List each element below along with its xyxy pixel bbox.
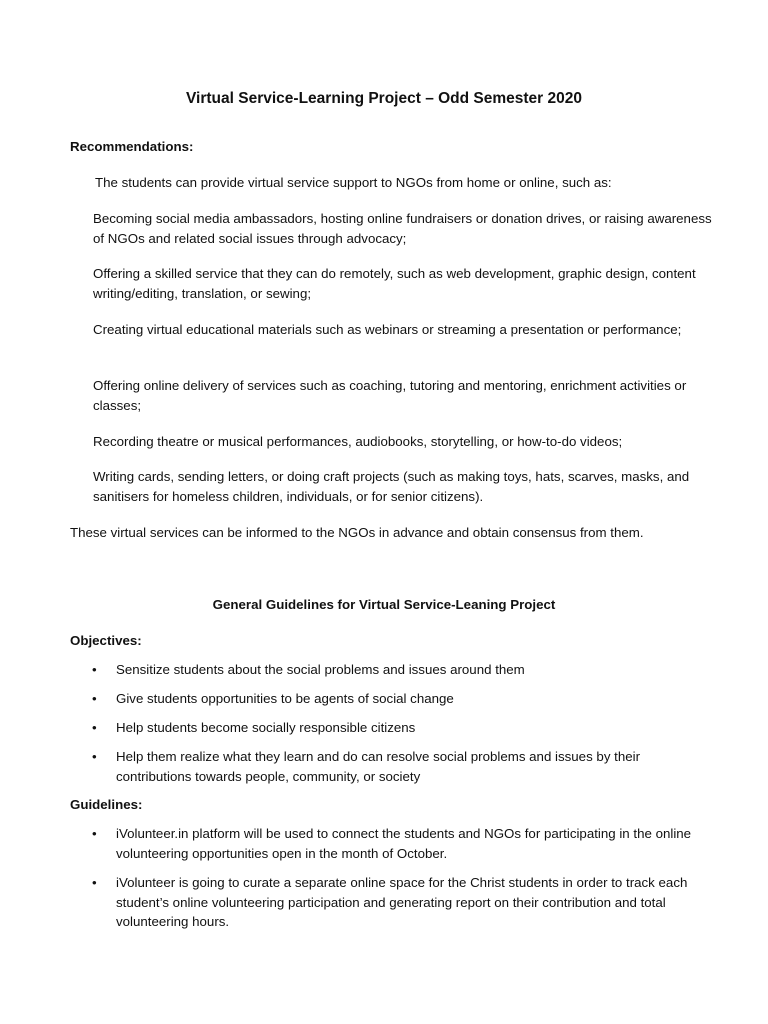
- recommendation-item: Offering a skilled service that they can do remotely, such as web development, graphic design, content writing/editing, translation, or sewing;: [93, 266, 696, 301]
- recommendations-closing: These virtual services can be informed to the NGOs in advance and obtain consensus from them.: [70, 525, 644, 540]
- objective-item: Sensitize students about the social problems and issues around them: [116, 662, 525, 677]
- guidelines-heading: Guidelines:: [70, 797, 143, 812]
- objective-item: Help students become socially responsible citizens: [116, 720, 416, 735]
- bullet-marker: •: [92, 875, 97, 890]
- bullet-marker: •: [92, 826, 97, 841]
- recommendation-item: Creating virtual educational materials such as webinars or streaming a presentation or performance;: [93, 322, 682, 337]
- recommendations-intro: The students can provide virtual service support to NGOs from home or online, such as:: [95, 175, 612, 190]
- bullet-marker: •: [92, 691, 97, 706]
- recommendation-item: Recording theatre or musical performances, audiobooks, storytelling, or how-to-do videos;: [93, 434, 623, 449]
- objectives-heading: Objectives:: [70, 633, 142, 648]
- recommendation-item: Writing cards, sending letters, or doing craft projects (such as making toys, hats, scarves, masks, and sanitisers for homeless children, individuals, or for senior citizens).: [93, 469, 690, 504]
- document-title: Virtual Service-Learning Project – Odd Semester 2020: [186, 90, 582, 107]
- bullet-marker: •: [92, 749, 97, 764]
- objective-item: Help them realize what they learn and do can resolve social problems and issues by their contributions towards people, community, or society: [116, 749, 641, 784]
- bullet-marker: •: [92, 720, 97, 735]
- recommendations-heading: Recommendations:: [70, 139, 194, 154]
- recommendation-item: Becoming social media ambassadors, hosting online fundraisers or donation drives, or raising awareness of NGOs and related social issues through advocacy;: [93, 211, 712, 246]
- objective-item: Give students opportunities to be agents of social change: [116, 691, 454, 706]
- recommendation-item: Offering online delivery of services such as coaching, tutoring and mentoring, enrichment activities or classes;: [93, 378, 687, 413]
- guidelines-section-title: General Guidelines for Virtual Service-Leaning Project: [212, 597, 556, 612]
- guideline-item: iVolunteer is going to curate a separate online space for the Christ students in order to track each student’s online volunteering participation and generating report on their contribution and total volunteering hours.: [116, 875, 688, 929]
- guideline-item: iVolunteer.in platform will be used to connect the students and NGOs for participating in the online volunteering opportunities open in the month of October.: [116, 826, 692, 861]
- bullet-marker: •: [92, 662, 97, 677]
